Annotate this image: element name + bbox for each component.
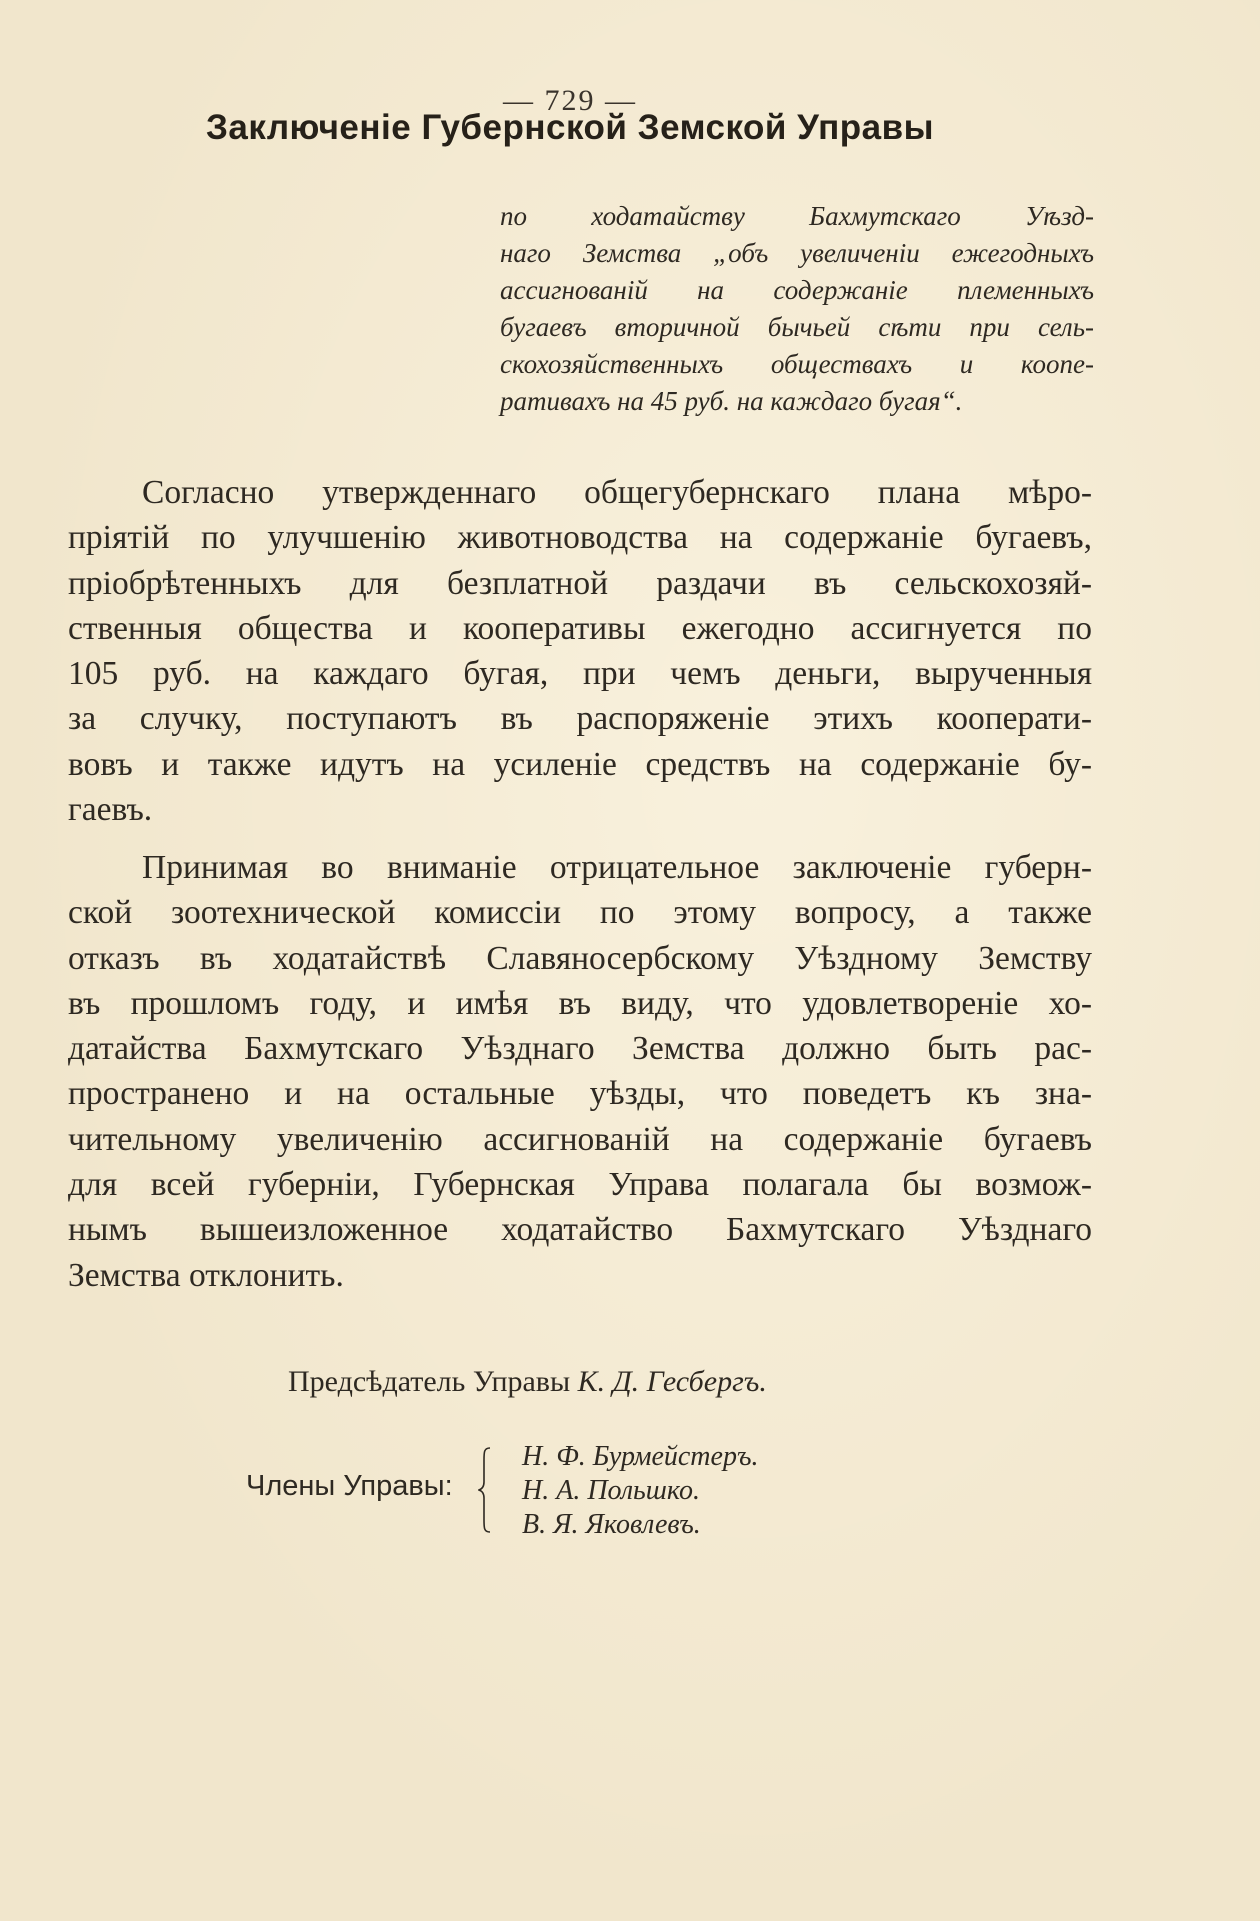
paragraph-line: чительному увеличенію ассигнованій на содержаніе бугаевъ [68,1120,1092,1158]
paragraph-line: для всей губерніи, Губернская Управа полагала бы возмож- [68,1166,1092,1204]
paragraph-line: 105 руб. на каждаго бугая, при чемъ деньги, вырученныя [68,655,1092,693]
member-name: Н. А. Польшко. [522,1475,700,1506]
curly-brace-icon [478,1446,492,1534]
paragraph-line: Согласно утвержденнаго общегубернскаго плана мѣро- [142,474,1092,511]
paragraph-line: въ прошломъ году, и имѣя въ виду, что удовлетвореніе хо- [68,984,1092,1022]
chairman-name: К. Д. Гесбергъ. [577,1365,767,1398]
member-name: В. Я. Яковлевъ. [522,1509,701,1540]
paragraph-line: пространено и на остальные уѣзды, что поведетъ къ зна- [68,1075,1092,1113]
paragraph-line: нымъ вышеизложенное ходатайство Бахмутскаго Уѣзднаго [68,1211,1092,1249]
members-label: Члены Управы: [246,1470,453,1502]
paragraph-line: пріобрѣтенныхъ для безплатной раздачи въ сельскохозяй- [68,564,1092,602]
paragraph-line: гаевъ. [68,791,153,829]
subtitle-line: бугаевъ вторичной бычьей сѣти при сель- [500,312,1094,342]
subtitle-line: ративахъ на 45 руб. на каждаго бугая“. [500,386,963,416]
paragraph-line: датайства Бахмутскаго Уѣзднаго Земства должно быть рас- [68,1030,1092,1068]
paragraph-line: Земства отклонить. [68,1256,344,1294]
chairman-signature [288,1365,767,1399]
paragraph-1 [68,470,1092,832]
chairman-label: Предсѣдатель Управы [288,1365,571,1398]
paragraph-line: Принимая во вниманіе отрицательное заключеніе губерн- [142,849,1092,886]
paragraph-line: ской зоотехнической комиссіи по этому вопросу, а также [68,894,1092,932]
paragraph-line: вовъ и также идутъ на усиленіе средствъ на содержаніе бу- [68,745,1092,783]
subtitle-line: наго Земства „объ увеличеніи ежегодныхъ [500,238,1094,268]
subtitle-line: ассигнованій на содержаніе племенныхъ [500,275,1094,305]
paragraph-line: ственныя общества и кооперативы ежегодно ассигнуется по [68,609,1092,647]
paragraph-line: за случку, поступаютъ въ распоряженіе этихъ кооперати- [68,700,1092,738]
paragraph-line: пріятій по улучшенію животноводства на содержаніе бугаевъ, [68,519,1092,557]
members-list [522,1440,758,1542]
subtitle-line: по ходатайству Бахмутскаго Уѣзд- [500,201,1094,231]
paragraph-line: отказъ въ ходатайствѣ Славяносербскому Уѣздному Земству [68,939,1092,977]
document-subtitle [500,198,1094,420]
paragraph-2 [68,845,1092,1298]
page-number: — 729 — [503,84,637,117]
document-title: Заключеніе Губернской Земской Управы [205,108,934,147]
subtitle-line: скохозяйственныхъ обществахъ и коопе- [500,349,1094,379]
member-name: Н. Ф. Бурмейстеръ. [522,1441,759,1472]
